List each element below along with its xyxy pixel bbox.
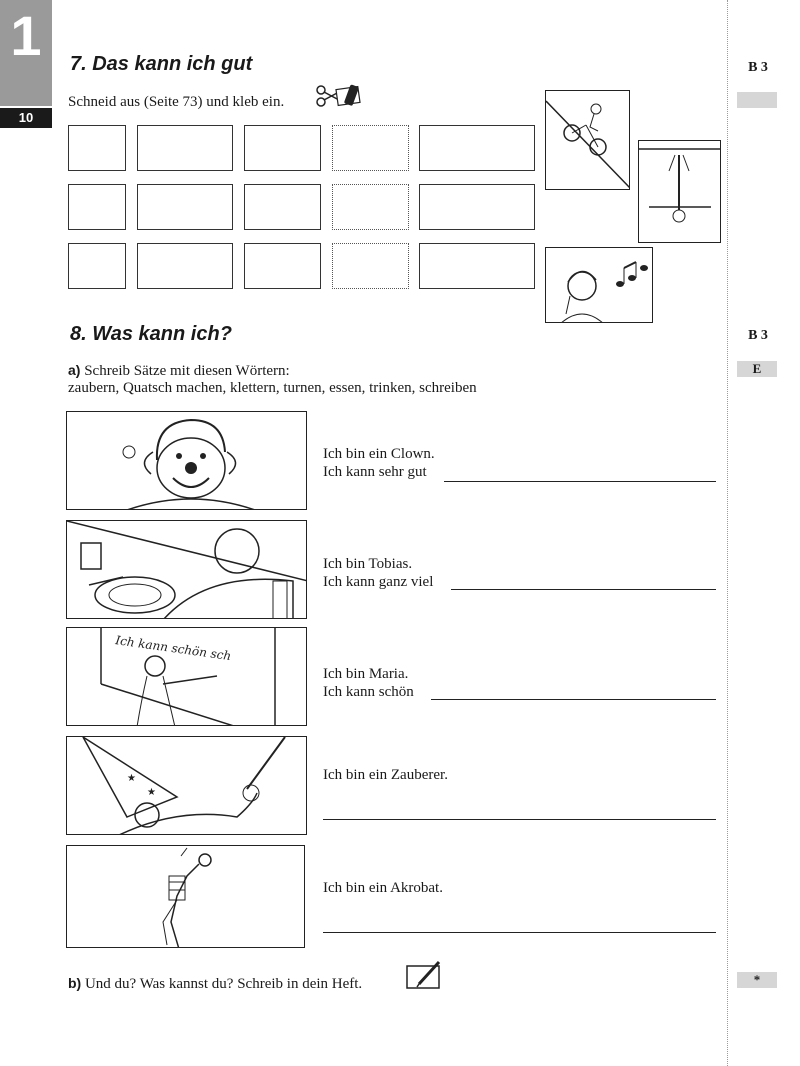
board-handwriting: Ich kann schön sch: [114, 633, 233, 664]
cutout-box[interactable]: [419, 184, 535, 230]
ex8-item1-line2: Ich kann sehr gut: [323, 464, 427, 480]
cutout-box[interactable]: [68, 184, 126, 230]
ex8-item4-line1: Ich bin ein Zauberer.: [323, 767, 448, 783]
ex7-level-label: B 3: [748, 60, 768, 75]
cutout-box[interactable]: [137, 125, 233, 171]
cutout-box[interactable]: [332, 243, 409, 289]
cutout-box[interactable]: [419, 243, 535, 289]
chapter-number: 1: [10, 4, 42, 67]
answer-line-3[interactable]: [431, 699, 716, 700]
cutout-box[interactable]: [244, 184, 321, 230]
cutout-box[interactable]: [419, 125, 535, 171]
ex7-level-bar: [737, 92, 777, 108]
cutout-box[interactable]: [137, 243, 233, 289]
cutout-box[interactable]: [137, 184, 233, 230]
cutout-box[interactable]: [244, 243, 321, 289]
scissors-glue-icon: [313, 82, 365, 112]
answer-line-5[interactable]: [323, 932, 716, 933]
wizard-illustration: [66, 736, 307, 835]
ex8-item2-line2: Ich kann ganz viel: [323, 574, 434, 590]
ex8-item3-line2: Ich kann schön: [323, 684, 414, 700]
ex8a-word-list: zaubern, Quatsch machen, klettern, turnen, essen, trinken, schreiben: [68, 380, 477, 396]
margin-divider: [727, 0, 728, 1066]
acrobat-illustration: [66, 845, 305, 948]
handstand-illustration: [638, 140, 721, 243]
clown-illustration: [66, 411, 307, 510]
ex8-item1-line1: Ich bin ein Clown.: [323, 446, 435, 462]
cutout-box[interactable]: [332, 125, 409, 171]
svg-text:★: ★: [147, 787, 156, 798]
cutout-box[interactable]: [244, 125, 321, 171]
ex8a-instruction: [68, 362, 290, 380]
ex8-title: 8. Was kann ich?: [70, 323, 232, 345]
ex8b-instruction: [68, 975, 362, 993]
maria-writing-illustration: [66, 627, 307, 726]
ex8b-label: b): [68, 975, 82, 991]
write-in-notebook-icon: [405, 960, 445, 990]
answer-line-4[interactable]: [323, 819, 716, 820]
ex8-level-label: B 3: [748, 328, 768, 343]
tobias-eating-illustration: [66, 520, 307, 619]
ex7-instruction: Schneid aus (Seite 73) und kleb ein.: [68, 94, 285, 110]
cutout-box[interactable]: [332, 184, 409, 230]
cutout-box[interactable]: [68, 125, 126, 171]
ex8b-tag: *: [737, 972, 777, 988]
page-number: 10: [18, 110, 34, 125]
ex8-item3-line1: Ich bin Maria.: [323, 666, 409, 682]
ex8a-tag: E: [737, 361, 777, 377]
ex8a-instruction-text: Schreib Sätze mit diesen Wörtern:: [84, 363, 290, 379]
ex8-item5-line1: Ich bin ein Akrobat.: [323, 880, 443, 896]
answer-line-1[interactable]: [444, 481, 716, 482]
cutout-grid: [68, 125, 538, 291]
ex8b-instruction-text: Und du? Was kannst du? Schreib in dein Heft.: [84, 976, 363, 992]
cutout-box[interactable]: [68, 243, 126, 289]
cyclist-illustration: [545, 90, 630, 190]
svg-text:★: ★: [127, 773, 136, 784]
singing-girl-illustration: [545, 247, 653, 323]
answer-line-2[interactable]: [451, 589, 716, 590]
ex8-item2-line1: Ich bin Tobias.: [323, 556, 413, 572]
ex8a-label: a): [68, 362, 81, 378]
ex7-title: 7. Das kann ich gut: [70, 53, 253, 75]
